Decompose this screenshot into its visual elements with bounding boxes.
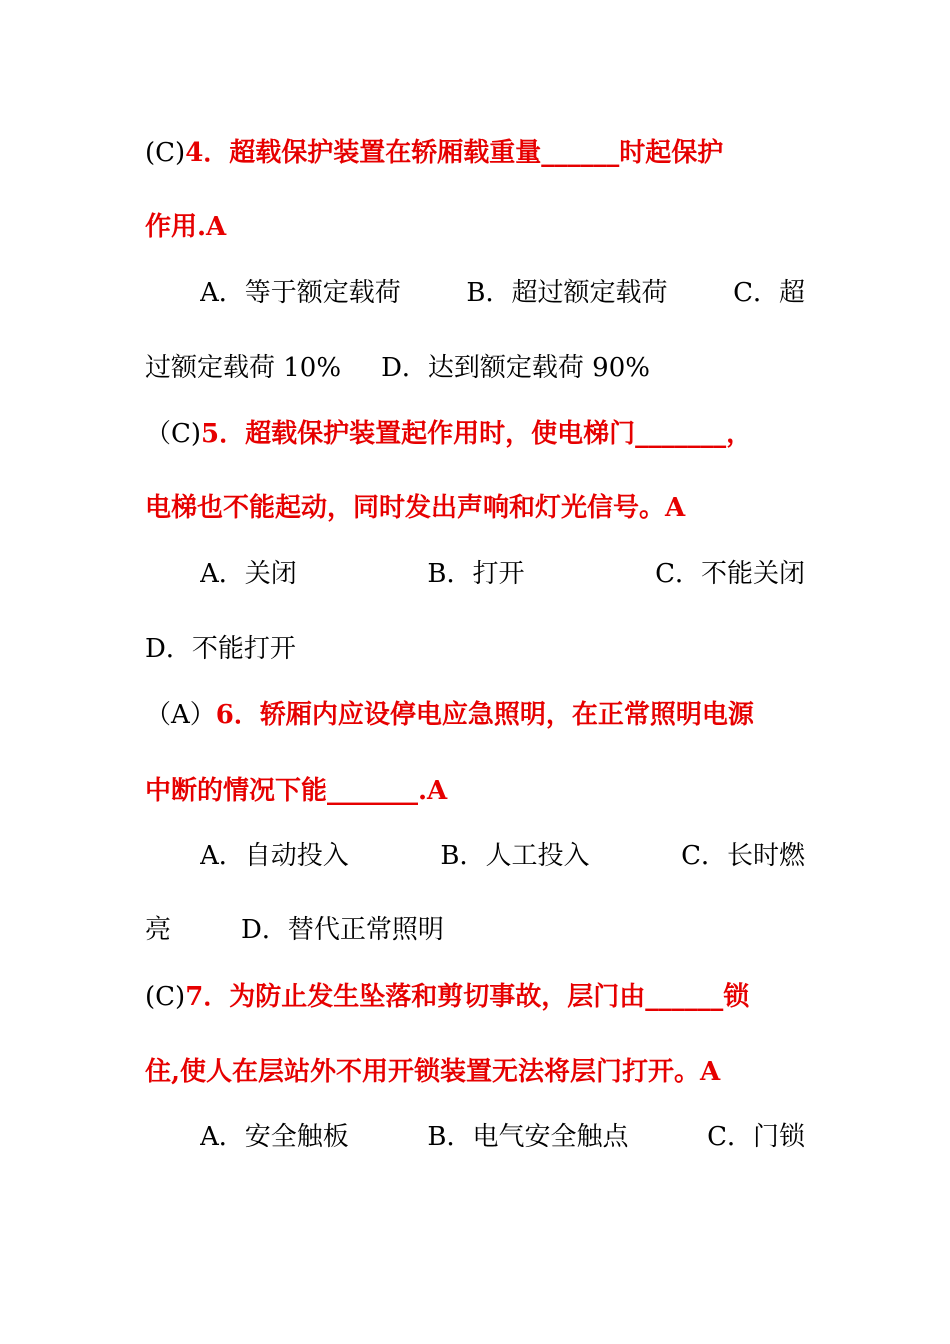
question-6-stem-line2: 中断的情况下能_______.A	[145, 776, 448, 806]
question-5-options-row2	[145, 629, 805, 669]
question-7-stem-line2: 住,使人在层站外不用开锁装置无法将层门打开。A	[145, 1057, 721, 1087]
question-5-options-row1	[200, 554, 805, 594]
question-5-option-c: C．不能关闭	[655, 559, 805, 589]
question-5-answer: （C)	[145, 419, 202, 449]
question-4-options-row1	[200, 273, 805, 313]
question-5-stem-line1	[145, 414, 805, 454]
question-4-stem-line2: 作用.A	[145, 212, 227, 242]
question-5-number: 5．	[201, 419, 246, 449]
question-5-option-a: A．关闭	[200, 559, 297, 589]
question-5-stem-line2: 电梯也不能起动，同时发出声响和灯光信号。A	[145, 493, 686, 523]
question-4-stem-line1	[145, 133, 805, 173]
question-4-option-d: D．达到额定载荷 90%	[381, 353, 650, 383]
question-7-number: 7．	[185, 982, 230, 1012]
question-4-stem-text: 超载保护装置在轿厢载重量______时起保护	[229, 138, 724, 168]
question-6-number: 6．	[215, 700, 260, 730]
question-4-option-c: C．超	[733, 278, 805, 308]
question-6-stem-line1	[145, 695, 805, 735]
question-6-stem-text: 轿厢内应设停电应急照明，在正常照明电源	[259, 700, 754, 730]
question-7-stem-text: 为防止发生坠落和剪切事故，层门由______锁	[229, 982, 750, 1012]
question-5-stem-text: 超载保护装置起作用时，使电梯门_______，	[245, 419, 753, 449]
question-4-option-b: B．超过额定载荷	[466, 278, 668, 308]
question-6-options-row2	[145, 910, 805, 950]
question-4-answer: (C)	[145, 138, 186, 168]
question-7-stem-line1	[145, 977, 805, 1017]
question-7-option-a: A．安全触板	[200, 1122, 349, 1152]
question-4-number: 4．	[185, 138, 230, 168]
question-6-option-d: D．替代正常照明	[241, 915, 444, 945]
question-6-option-a: A．自动投入	[200, 841, 349, 871]
question-6-options-row1	[200, 836, 805, 876]
question-6-option-c-cont: 亮	[145, 915, 172, 945]
question-7-option-c: C．门锁	[707, 1122, 805, 1152]
question-5-option-d: D．不能打开	[145, 634, 296, 664]
question-7-options-row1	[200, 1117, 805, 1157]
question-4-option-a: A．等于额定载荷	[200, 278, 401, 308]
question-6-option-c: C．长时燃	[681, 841, 805, 871]
question-4-option-c-cont: 过额定载荷 10%	[145, 353, 342, 383]
question-7-answer: (C)	[145, 982, 186, 1012]
question-7-option-b: B．电气安全触点	[427, 1122, 629, 1152]
question-4-options-row2	[145, 348, 805, 388]
question-5-option-b: B．打开	[427, 559, 525, 589]
question-6-answer: （A）	[145, 700, 216, 730]
question-6-option-b: B．人工投入	[440, 841, 590, 871]
